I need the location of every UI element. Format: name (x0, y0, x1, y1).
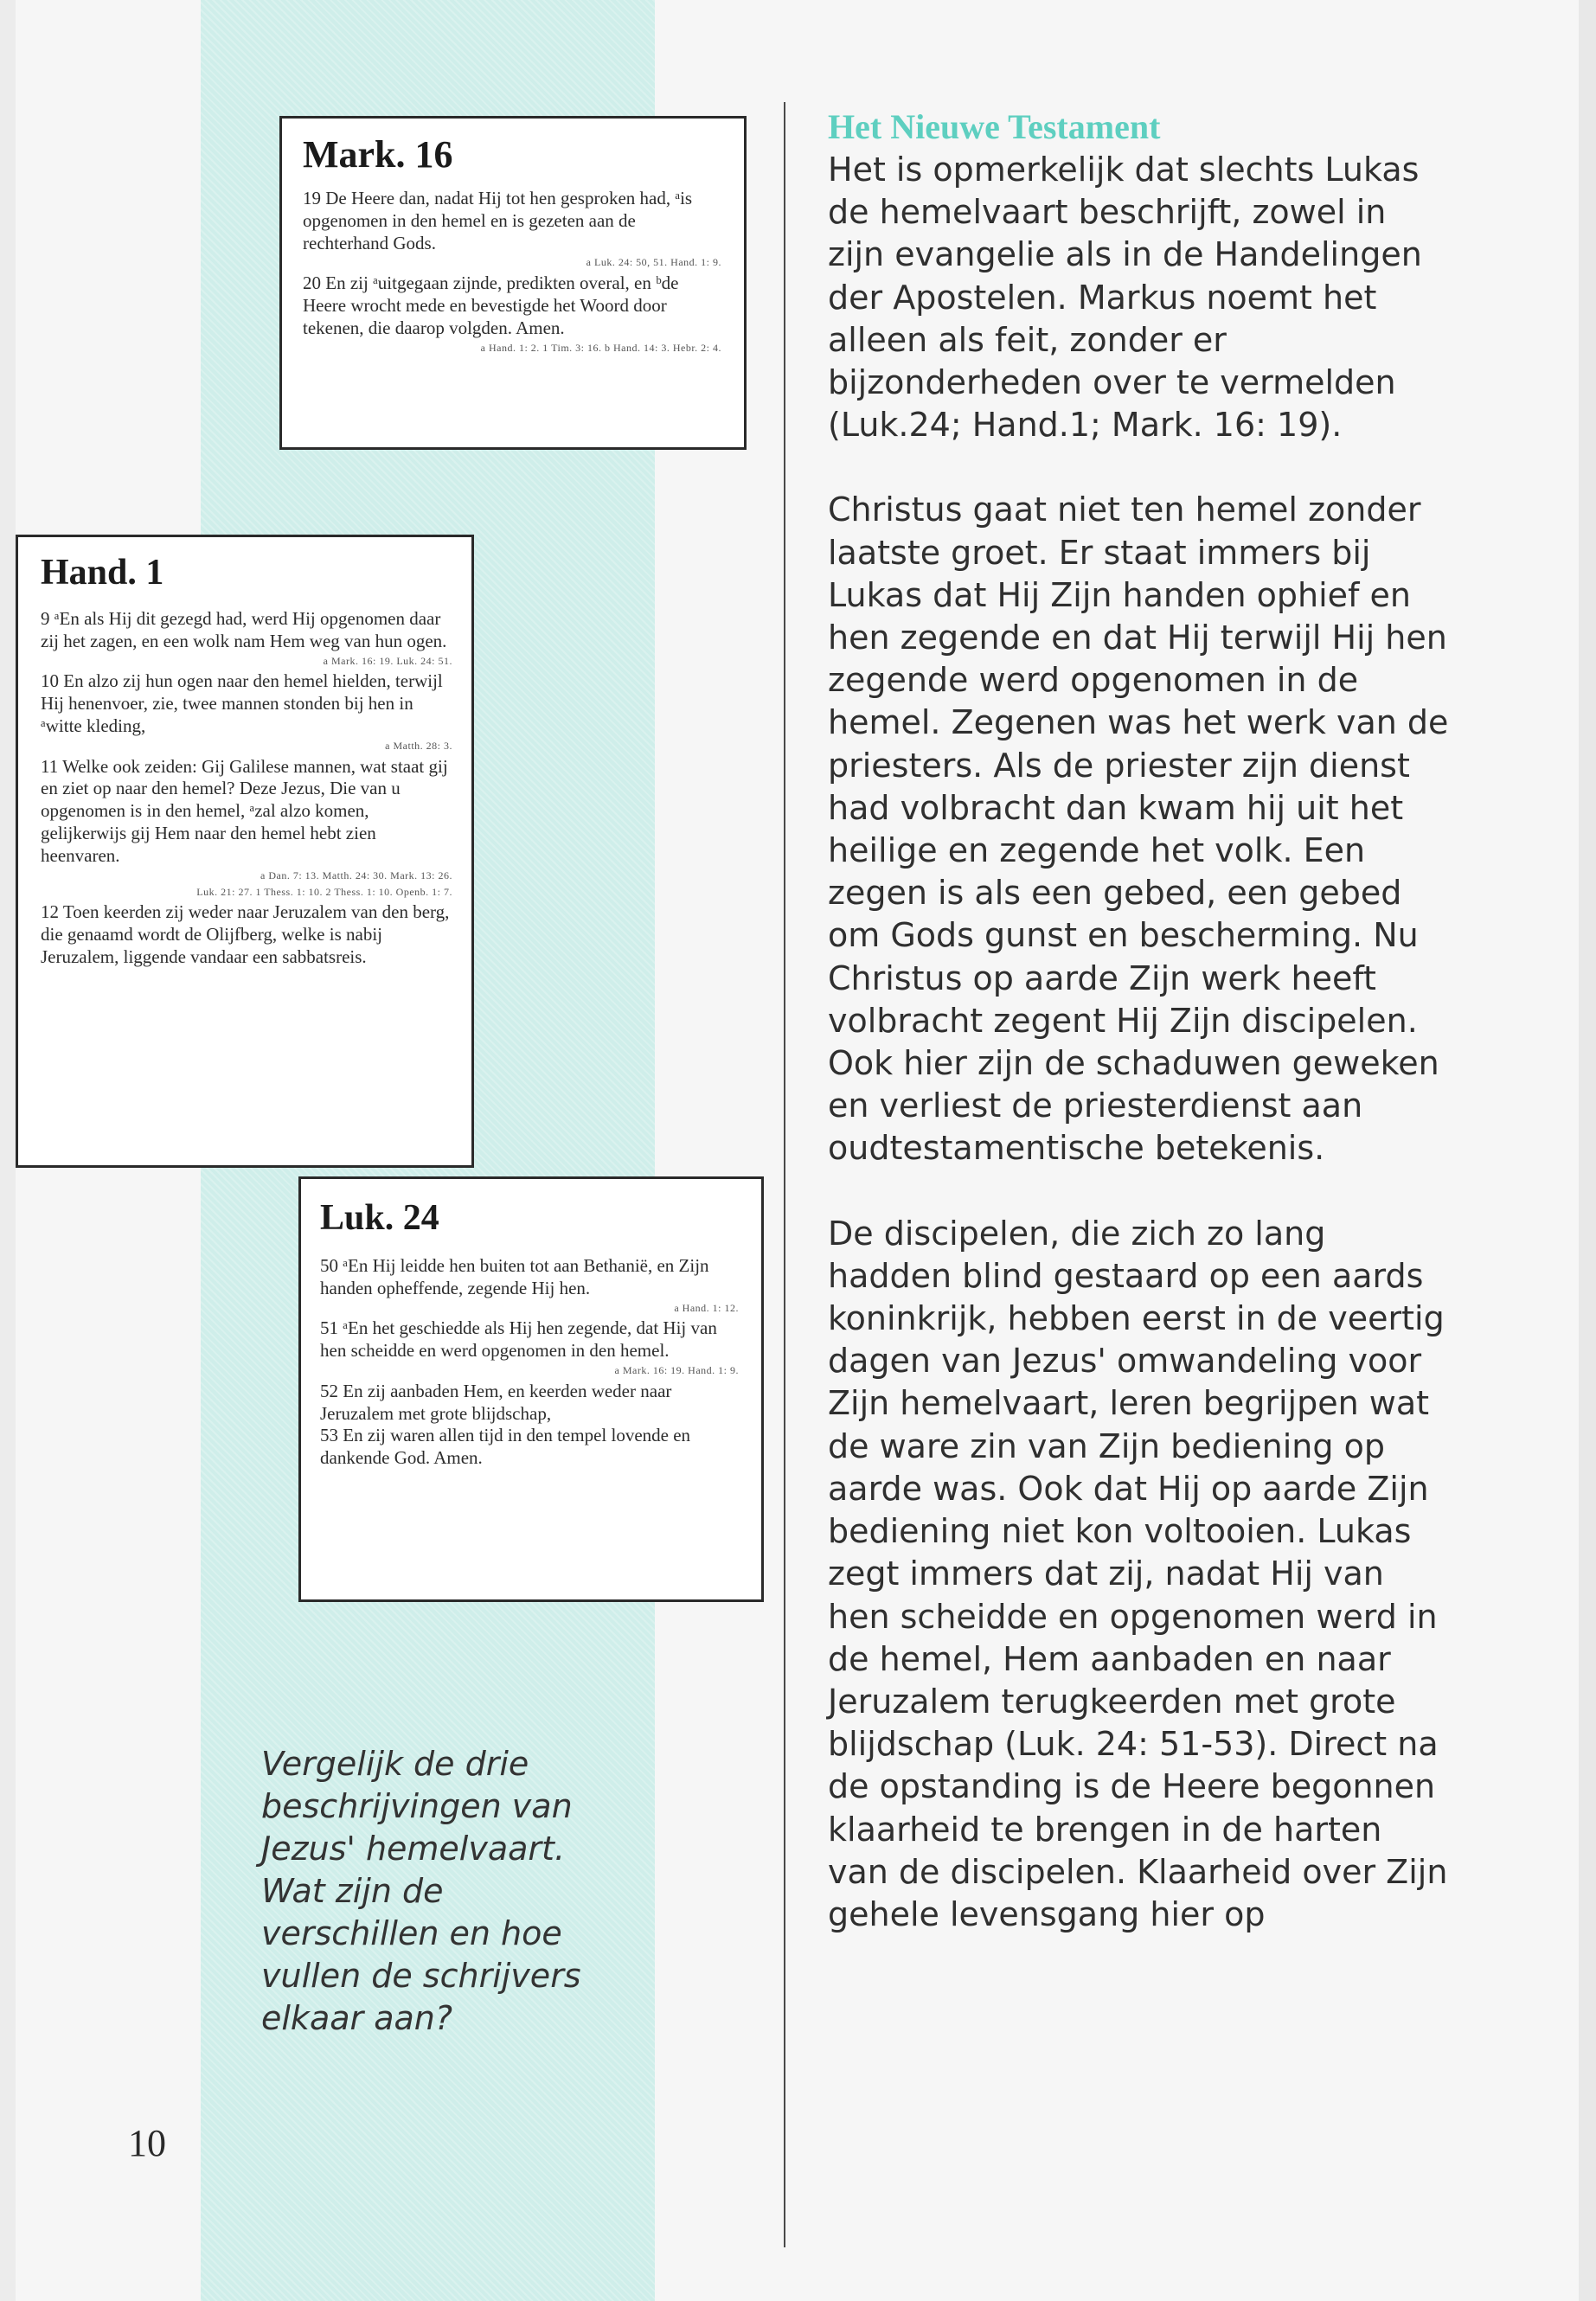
scripture-box-title: Mark. 16 (303, 133, 453, 176)
verse-12: 12 Toen keerden zij weder naar Jeruzalem van den berg, die genaamd wordt de Olijfberg, welke is nabij Jeruzalem, liggende vandaar een sabbatsreis. (41, 901, 450, 967)
cross-reference: Luk. 21: 27. 1 Thess. 1: 10. 2 Thess. 1: 10. Openb. 1: 7. (196, 885, 452, 898)
scripture-box-hand-1 (16, 535, 474, 1168)
reflection-question: Vergelijk de drie beschrijvingen van Jezus' hemelvaart. Wat zijn de verschillen en hoe vullen de schrijvers elkaar aan? (261, 1745, 581, 2037)
verse-9: 9 ᵃEn als Hij dit gezegd had, werd Hij opgenomen daar zij het zagen, en een wolk nam Hem weg van hun ogen. (41, 608, 447, 651)
page-edge-right (1579, 0, 1596, 2301)
verse-10: 10 En alzo zij hun ogen naar den hemel hielden, terwijl Hij henenvoer, zie, twee mannen stonden bij hen in ᵃwitte kleding, (41, 670, 443, 737)
scripture-box-title: Luk. 24 (320, 1198, 439, 1238)
verse-51: 51 ᵃEn het geschiedde als Hij hen zegende, dat Hij van hen scheidde en werd opgenomen in den hemel. (320, 1317, 717, 1362)
article-column (828, 106, 1451, 1978)
cross-reference: a Matth. 28: 3. (385, 739, 452, 752)
article-paragraph-3: De discipelen, die zich zo lang hadden blind gestaard op een aards koninkrijk, hebben eerst in de veertig dagen van Jezus' omwandeling voor Zijn hemelvaart, leren begrijpen wat de ware zin van Zijn bediening op aarde was. Ook dat Hij op aarde Zijn bediening niet kon voltooien. Lukas zegt immers dat zij, nadat Hij van hen scheidde en opgenomen werd in de hemel, Hem aanbaden en naar Jeruzalem terugkeerden met grote blijdschap (Luk. 24: 51-53). Direct na de opstanding is de Heere begonnen klaarheid te brengen in de harten van de discipelen. Klaarheid over Zijn gehele levensgang hier op (828, 1214, 1448, 1933)
scripture-box-text (303, 188, 721, 354)
verse-19: 19 De Heere dan, nadat Hij tot hen gesproken had, ᵃis opgenomen in den hemel en is gezeten aan de rechterhand Gods. (303, 188, 693, 253)
page-number: 10 (128, 2122, 166, 2164)
cross-reference: a Hand. 1: 12. (674, 1301, 739, 1314)
article-paragraph-1: Het is opmerkelijk dat slechts Lukas de hemelvaart beschrijft, zowel in zijn evangelie als in de Handelingen der Apostelen. Markus noemt het alleen als feit, zonder er bijzonderheden over te vermelden (Luk.24; Hand.1; Mark. 16: 19). (828, 151, 1422, 445)
scripture-box-text (41, 608, 452, 969)
verse-20: 20 En zij ᵃuitgegaan zijnde, predikten overal, en ᵇde Heere wrocht mede en bevestigde het Woord door tekenen, die daarop volgden. Amen. (303, 272, 679, 338)
verse-52: 52 En zij aanbaden Hem, en keerden weder naar Jeruzalem met grote blijdschap, (320, 1380, 672, 1424)
page-edge-left (0, 0, 16, 2301)
verse-53: 53 En zij waren allen tijd in den tempel lovende en dankende God. Amen. (320, 1425, 691, 1469)
scripture-box-mark-16 (279, 116, 747, 450)
cross-reference: a Mark. 16: 19. Luk. 24: 51. (323, 654, 452, 667)
cross-reference: a Luk. 24: 50, 51. Hand. 1: 9. (586, 256, 721, 269)
scripture-box-title: Hand. 1 (41, 553, 164, 593)
section-heading: Het Nieuwe Testament (828, 107, 1161, 146)
article-paragraph-2: Christus gaat niet ten hemel zonder laatste groet. Er staat immers bij Lukas dat Hij Zijn handen ophief en hen zegende en dat Hij terwijl Hij hen zegende werd opgenomen in de hemel. Zegenen was het werk van de priesters. Als de priester zijn dienst had volbracht dan kwam hij uit het heilige en zegende het volk. Een zegen is als een gebed, een gebed om Gods gunst en bescherming. Nu Christus op aarde Zijn werk heeft volbracht zegent Hij Zijn discipelen. Ook hier zijn de schaduwen geweken en verliest de priesterdienst aan oudtestamentische betekenis. (828, 490, 1449, 1168)
cross-reference: a Dan. 7: 13. Matth. 24: 30. Mark. 13: 26. (260, 868, 452, 881)
verse-11: 11 Welke ook zeiden: Gij Galilese mannen, wat staat gij en ziet op naar den hemel? Deze Jezus, Die van u opgenomen is in den hemel, ᵃzal alzo komen, gelijkerwijs gij Hem naar den hemel hebt zien heenvaren. (41, 755, 448, 866)
cross-reference: a Mark. 16: 19. Hand. 1: 9. (614, 1364, 739, 1377)
cross-reference: a Hand. 1: 2. 1 Tim. 3: 16. b Hand. 14: 3. Hebr. 2: 4. (480, 341, 721, 354)
scripture-box-luk-24 (298, 1176, 764, 1602)
scripture-box-text (320, 1255, 739, 1470)
verse-50: 50 ᵃEn Hij leidde hen buiten tot aan Bethanië, en Zijn handen opheffende, zegende Hij hen. (320, 1255, 709, 1298)
column-divider (784, 102, 785, 2247)
